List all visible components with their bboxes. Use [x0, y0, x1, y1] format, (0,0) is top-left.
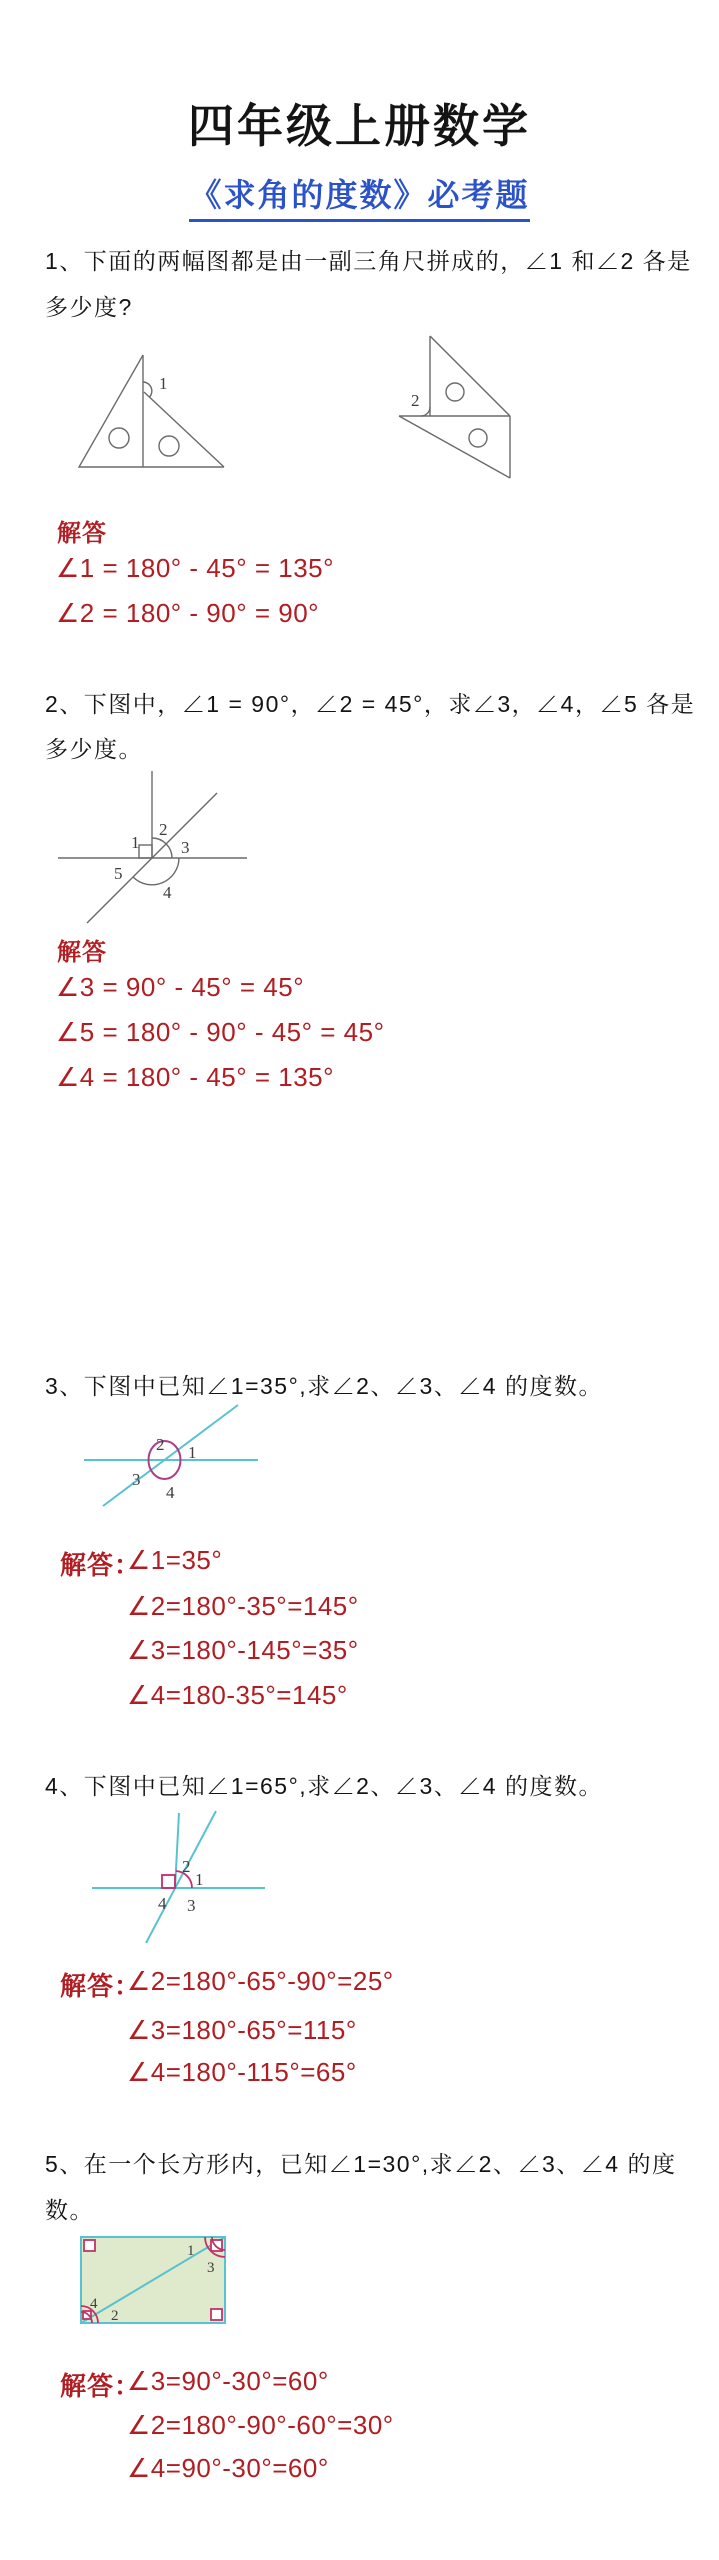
q1b-ruler-hole-upper	[446, 383, 464, 401]
question-5-text-line-1: 5、在一个长方形内，已知∠1=30°,求∠2、∠3、∠4 的度	[45, 2151, 677, 2177]
page-title: 四年级上册数学	[188, 100, 531, 152]
q2-angle-4-label: 4	[163, 883, 172, 902]
q1b-ruler-hole-lower	[469, 429, 487, 447]
q5-answer-equation-1: ∠3=90°-30°=60°	[127, 2366, 329, 2396]
q5-angle-4-label: 4	[90, 2296, 98, 2312]
q2-answer-equation-2: ∠5 = 180° - 90° - 45° = 45°	[56, 1017, 385, 1047]
question-4-text: 4、下图中已知∠1=65°,求∠2、∠3、∠4 的度数。	[45, 1773, 603, 1799]
q2-lower-angle-arc	[133, 858, 179, 885]
q4-crossing-lines-diagram	[75, 1806, 285, 1948]
q4-answer-equation-3: ∠4=180°-115°=65°	[127, 2057, 357, 2087]
q5-answer-equation-3: ∠4=90°-30°=60°	[127, 2453, 329, 2483]
q1-angle-1-label: 1	[159, 374, 168, 393]
q1-answer-label: 解答	[57, 520, 107, 547]
q3-answer-equation-3: ∠3=180°-145°=35°	[127, 1635, 359, 1665]
q5-corner-square-top-left	[84, 2240, 95, 2251]
q1-ruler-hole-left	[109, 428, 129, 448]
q5-answer-equation-2: ∠2=180°-90°-60°=30°	[127, 2410, 394, 2440]
q5-angle-1-label: 1	[187, 2243, 195, 2259]
q3-answer-equation-4: ∠4=180-35°=145°	[127, 1680, 348, 1710]
q2-answer-equation-3: ∠4 = 180° - 45° = 135°	[56, 1062, 335, 1092]
q4-angle-2-label: 2	[182, 1857, 191, 1876]
q4-answer-label: 解答：	[60, 1971, 142, 2001]
q1-angle-2-label: 2	[411, 391, 420, 410]
q5-answer-label: 解答：	[60, 2371, 142, 2401]
question-2-text-line-2: 多少度。	[45, 736, 143, 762]
q1-right-triangle-ruler-diagram	[392, 328, 517, 483]
page-subtitle: 《求角的度数》必考题	[189, 170, 529, 222]
q2-answer-label: 解答	[57, 939, 107, 966]
q3-answer-label: 解答：	[60, 1550, 142, 1580]
q2-right-angle-marker	[139, 845, 152, 858]
question-1-text-line-1: 1、下面的两幅图都是由一副三角尺拼成的，∠1 和∠2 各是	[45, 248, 692, 274]
q2-angle-1-label: 1	[131, 833, 140, 852]
q4-answer-equation-1: ∠2=180°-65°-90°=25°	[127, 1966, 394, 1996]
q3-angle-3-label: 3	[132, 1470, 141, 1489]
q1-large-triangle-outline	[79, 355, 224, 467]
q1b-lower-hypotenuse	[399, 416, 510, 478]
q5-rectangle-diagram	[78, 2230, 233, 2327]
q3-angle-2-label: 2	[156, 1435, 165, 1454]
page-subtitle-row	[0, 170, 719, 222]
q1-answer-equation-1: ∠1 = 180° - 45° = 135°	[56, 553, 335, 583]
q5-angle-3-label: 3	[207, 2260, 215, 2276]
q3-answer-equation-1: ∠1=35°	[127, 1545, 223, 1575]
q3-angle-4-label: 4	[166, 1483, 175, 1502]
q4-diagonal-line	[146, 1811, 216, 1943]
q4-answer-equation-2: ∠3=180°-65°=115°	[127, 2015, 357, 2045]
question-1-text-line-2: 多少度?	[45, 294, 133, 320]
question-5-text-line-2: 数。	[45, 2197, 94, 2223]
q5-angle-2-label: 2	[111, 2308, 119, 2324]
q1-left-triangle-ruler-diagram	[72, 345, 232, 475]
q4-right-angle-marker	[162, 1875, 175, 1888]
q3-angle-1-label: 1	[188, 1443, 197, 1462]
q4-angle-3-label: 3	[187, 1896, 196, 1915]
q3-crossing-lines-diagram	[70, 1398, 270, 1523]
q5-corner-square-bottom-right	[211, 2309, 222, 2320]
q3-answer-equation-2: ∠2=180°-35°=145°	[127, 1591, 359, 1621]
q1-angle-2-arc	[421, 407, 430, 416]
q1-ruler-hole-right	[159, 436, 179, 456]
q1b-upper-hypotenuse	[430, 336, 510, 416]
q2-angles-diagram	[55, 765, 255, 960]
question-2-text-line-1: 2、下图中，∠1 = 90°，∠2 = 45°，求∠3，∠4，∠5 各是	[45, 691, 696, 717]
question-3-text: 3、下图中已知∠1=35°,求∠2、∠3、∠4 的度数。	[45, 1373, 603, 1399]
q2-angle-2-label: 2	[159, 820, 168, 839]
q2-angle-5-label: 5	[114, 864, 123, 883]
q4-angle-4-label: 4	[158, 1894, 167, 1913]
q1-right-triangle-hypotenuse	[144, 392, 224, 467]
q4-angle-1-label: 1	[195, 1870, 204, 1889]
q2-answer-equation-1: ∠3 = 90° - 45° = 45°	[56, 972, 305, 1002]
q2-angle-3-label: 3	[181, 838, 190, 857]
q1-answer-equation-2: ∠2 = 180° - 90° = 90°	[56, 598, 320, 628]
